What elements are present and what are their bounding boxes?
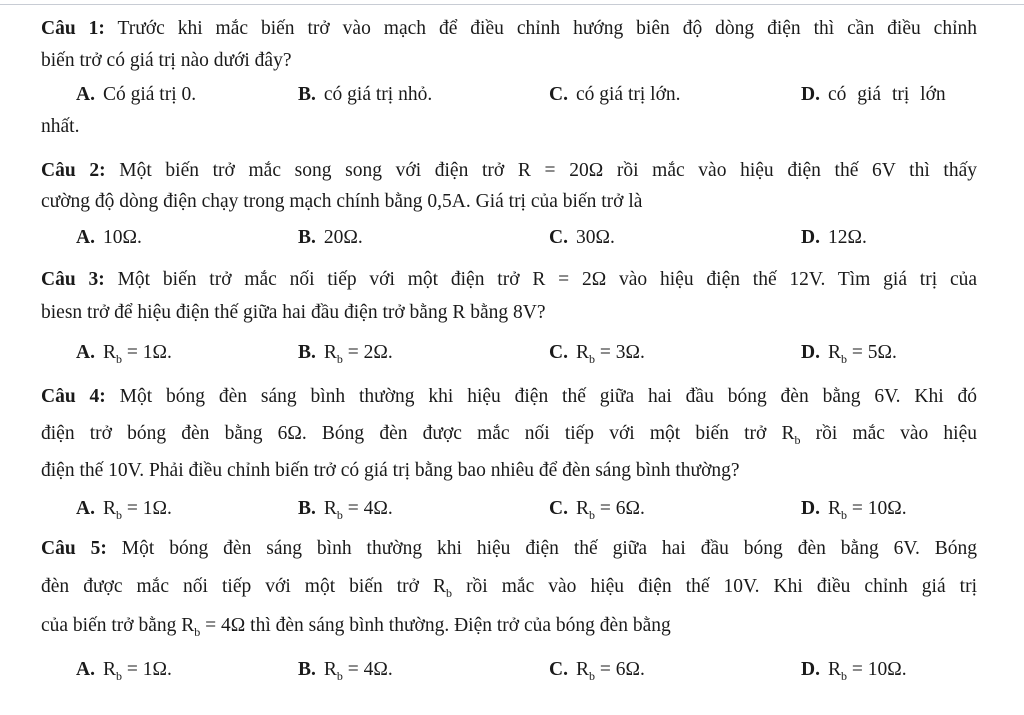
question-2-line-1: Câu 2: Một biến trở mắc song song với điện trở R = 20Ω rồi mắc vào hiệu điện thế 6V thì thấy (41, 160, 977, 181)
question-2-option-d[interactable]: D. 12Ω. (801, 227, 867, 248)
question-5 (41, 535, 977, 688)
question-4-line-2: điện trở bóng đèn bằng 6Ω. Bóng đèn được mắc nối tiếp với một biến trở $R_b$ rồi mắc vào hiệu (41, 423, 977, 447)
question-1 (41, 15, 977, 141)
question-4-line-3: điện thế 10V. Phải điều chỉnh biến trở có giá trị bằng bao nhiêu để đèn sáng bình thường? (41, 460, 740, 481)
question-5-line-1: Câu 5: Một bóng đèn sáng bình thường khi hiệu điện thế giữa hai đầu bóng đèn bằng 6V. Bóng (41, 538, 977, 559)
question-4-options (41, 491, 977, 527)
question-4-label: Câu 4: (41, 386, 106, 407)
question-5-options (41, 652, 977, 688)
question-1-option-d[interactable]: D. có giá trị lớn (801, 84, 946, 105)
question-3-option-d[interactable]: D. $R_b = 5\Omega$. (801, 342, 897, 366)
question-4 (41, 383, 977, 527)
question-2-option-a[interactable]: A. 10Ω. (76, 227, 142, 248)
question-2 (41, 157, 977, 256)
question-1-option-a[interactable]: A. Có giá trị 0. (76, 84, 197, 105)
question-1-option-d-continued: nhất. (41, 116, 80, 137)
question-4-option-c[interactable]: C. $R_b = 6\Omega$. (549, 498, 645, 522)
question-1-line-1: Câu 1: Trước khi mắc biến trở vào mạch để điều chỉnh hướng biên độ dòng điện thì cần điều chỉnh (41, 18, 977, 39)
question-1-option-c[interactable]: C. có giá trị lớn. (549, 84, 681, 105)
question-3-option-a[interactable]: A. $R_b = 1\Omega$. (76, 342, 172, 366)
question-2-label: Câu 2: (41, 160, 106, 181)
question-3-line-2: biesn trở để hiệu điện thế giữa hai đầu điện trở bằng R bằng 8V? (41, 302, 546, 323)
question-2-option-b[interactable]: B. 20Ω. (298, 227, 363, 248)
question-4-option-a[interactable]: A. $R_b = 1\Omega$. (76, 498, 172, 522)
question-3-option-b[interactable]: B. $R_b = 2\Omega$. (298, 342, 393, 366)
top-divider (0, 4, 1024, 5)
question-5-option-a[interactable]: A. $R_b = 1\Omega$. (76, 659, 172, 683)
question-5-line-3: của biến trở bằng $R_b = 4\Omega$ thì đèn sáng bình thường. Điện trở của bóng đèn bằng (41, 615, 671, 639)
question-1-options (41, 77, 977, 113)
question-3 (41, 266, 977, 371)
question-5-option-d[interactable]: D. $R_b = 10\Omega$. (801, 659, 907, 683)
question-3-option-c[interactable]: C. $R_b = 3\Omega$. (549, 342, 645, 366)
question-4-option-d[interactable]: D. $R_b = 10\Omega$. (801, 498, 907, 522)
question-5-option-c[interactable]: C. $R_b = 6\Omega$. (549, 659, 645, 683)
question-5-line-2: đèn được mắc nối tiếp với một biến trở $R_b$ rồi mắc vào hiệu điện thế 10V. Khi điều chỉnh giá trị (41, 576, 977, 600)
question-5-option-b[interactable]: B. $R_b = 4\Omega$. (298, 659, 393, 683)
question-2-options (41, 220, 977, 256)
question-1-line-2: biến trở có giá trị nào dưới đây? (41, 50, 292, 71)
question-3-line-1: Câu 3: Một biến trở mắc nối tiếp với một điện trở R = 2Ω vào hiệu điện thế 12V. Tìm giá trị của (41, 269, 977, 290)
question-5-label: Câu 5: (41, 538, 107, 559)
question-1-option-b[interactable]: B. có giá trị nhỏ. (298, 84, 433, 105)
question-4-option-b[interactable]: B. $R_b = 4\Omega$. (298, 498, 393, 522)
question-2-option-c[interactable]: C. 30Ω. (549, 227, 615, 248)
question-3-label: Câu 3: (41, 269, 105, 290)
question-3-options (41, 335, 977, 371)
question-1-label: Câu 1: (41, 18, 105, 39)
question-2-line-2: cường độ dòng điện chạy trong mạch chính bằng 0,5A. Giá trị của biến trở là (41, 191, 643, 212)
question-4-line-1: Câu 4: Một bóng đèn sáng bình thường khi hiệu điện thế giữa hai đầu bóng đèn bằng 6V. Khi đó (41, 386, 977, 407)
